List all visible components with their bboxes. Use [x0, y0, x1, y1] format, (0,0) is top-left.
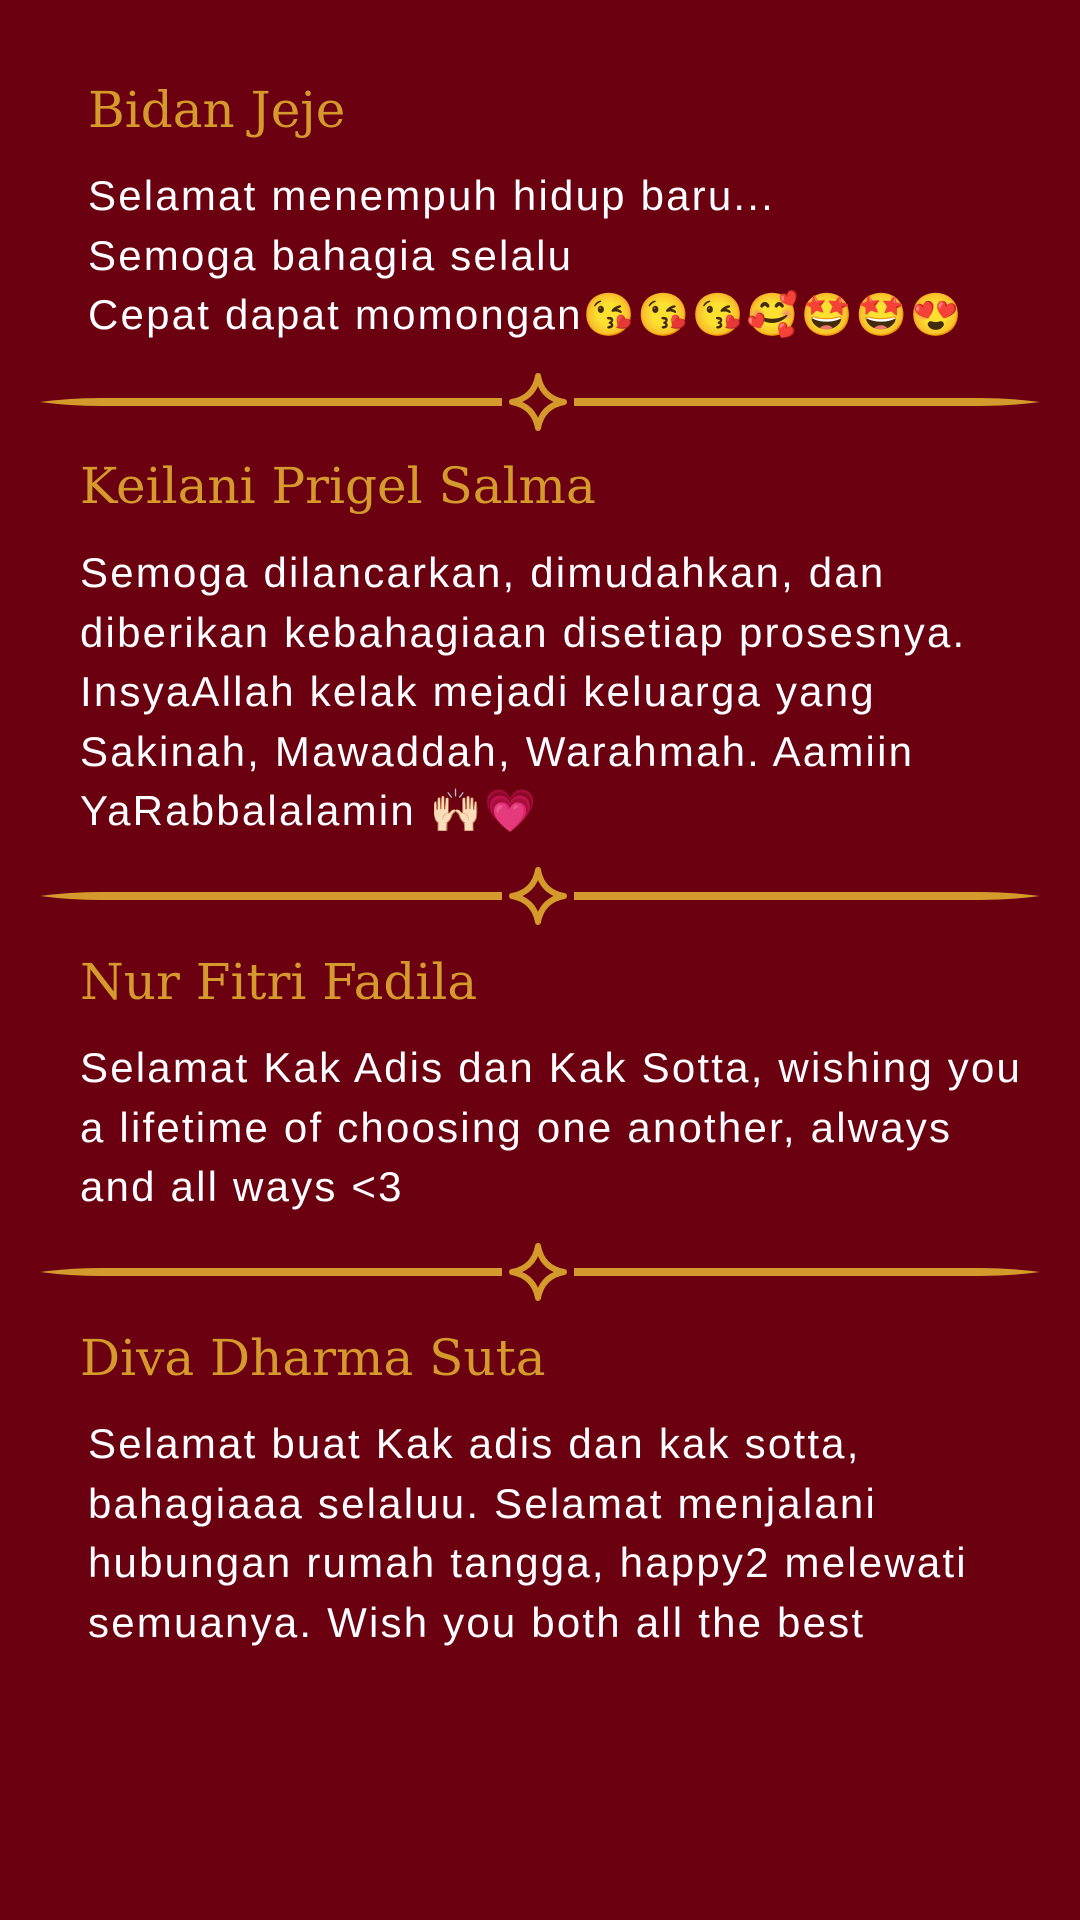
wish-message-line: Semoga bahagia selalu	[88, 231, 574, 279]
wish-message-line: InsyaAllah kelak mejadi keluarga yang	[80, 668, 876, 715]
wish-message-line: bahagiaaa selaluu. Selamat menjalani	[88, 1479, 878, 1527]
wish-message-line: Sakinah, Mawaddah, Warahmah. Aamiin	[80, 727, 915, 775]
wish-message-line: Selamat menempuh hidup baru...	[88, 172, 776, 219]
wish-message-line: Semoga dilancarkan, dimudahkan, dan	[80, 549, 886, 596]
four-point-star-ornament-icon	[40, 866, 1040, 926]
wish-message-line: diberikan kebahagiaan disetiap prosesnya.	[80, 608, 967, 656]
wish-message-line: hubungan rumah tangga, happy2 melewati	[88, 1539, 968, 1586]
wish-message	[88, 166, 964, 345]
wish-message	[80, 543, 966, 841]
wish-message-line: semuanya. Wish you both all the best	[88, 1598, 866, 1646]
wish-message	[88, 1414, 968, 1652]
four-point-star-ornament-icon	[40, 372, 1040, 432]
wish-message-line: Selamat buat Kak adis dan kak sotta,	[88, 1420, 861, 1467]
wish-message-line: Cepat dapat momongan😘😘😘🥰🤩🤩😍	[88, 291, 965, 338]
four-point-star-ornament-icon	[40, 1242, 1040, 1302]
ornament-divider	[40, 866, 1040, 926]
wish-author-name: Nur Fitri Fadila	[80, 953, 478, 1011]
wish-message	[80, 1038, 1022, 1217]
wish-message-line: Selamat Kak Adis dan Kak Sotta, wishing you	[80, 1044, 1023, 1091]
wish-author-name: Diva Dharma Suta	[80, 1329, 546, 1387]
wish-author-name: Bidan Jeje	[88, 81, 346, 139]
ornament-divider	[40, 372, 1040, 432]
ornament-divider	[40, 1242, 1040, 1302]
wish-message-line: YaRabbalalamin 🙌🏻💗	[80, 787, 539, 834]
wish-author-name: Keilani Prigel Salma	[80, 457, 596, 515]
wish-message-line: a lifetime of choosing one another, always	[80, 1103, 953, 1151]
wish-message-line: and all ways <3	[80, 1163, 404, 1210]
